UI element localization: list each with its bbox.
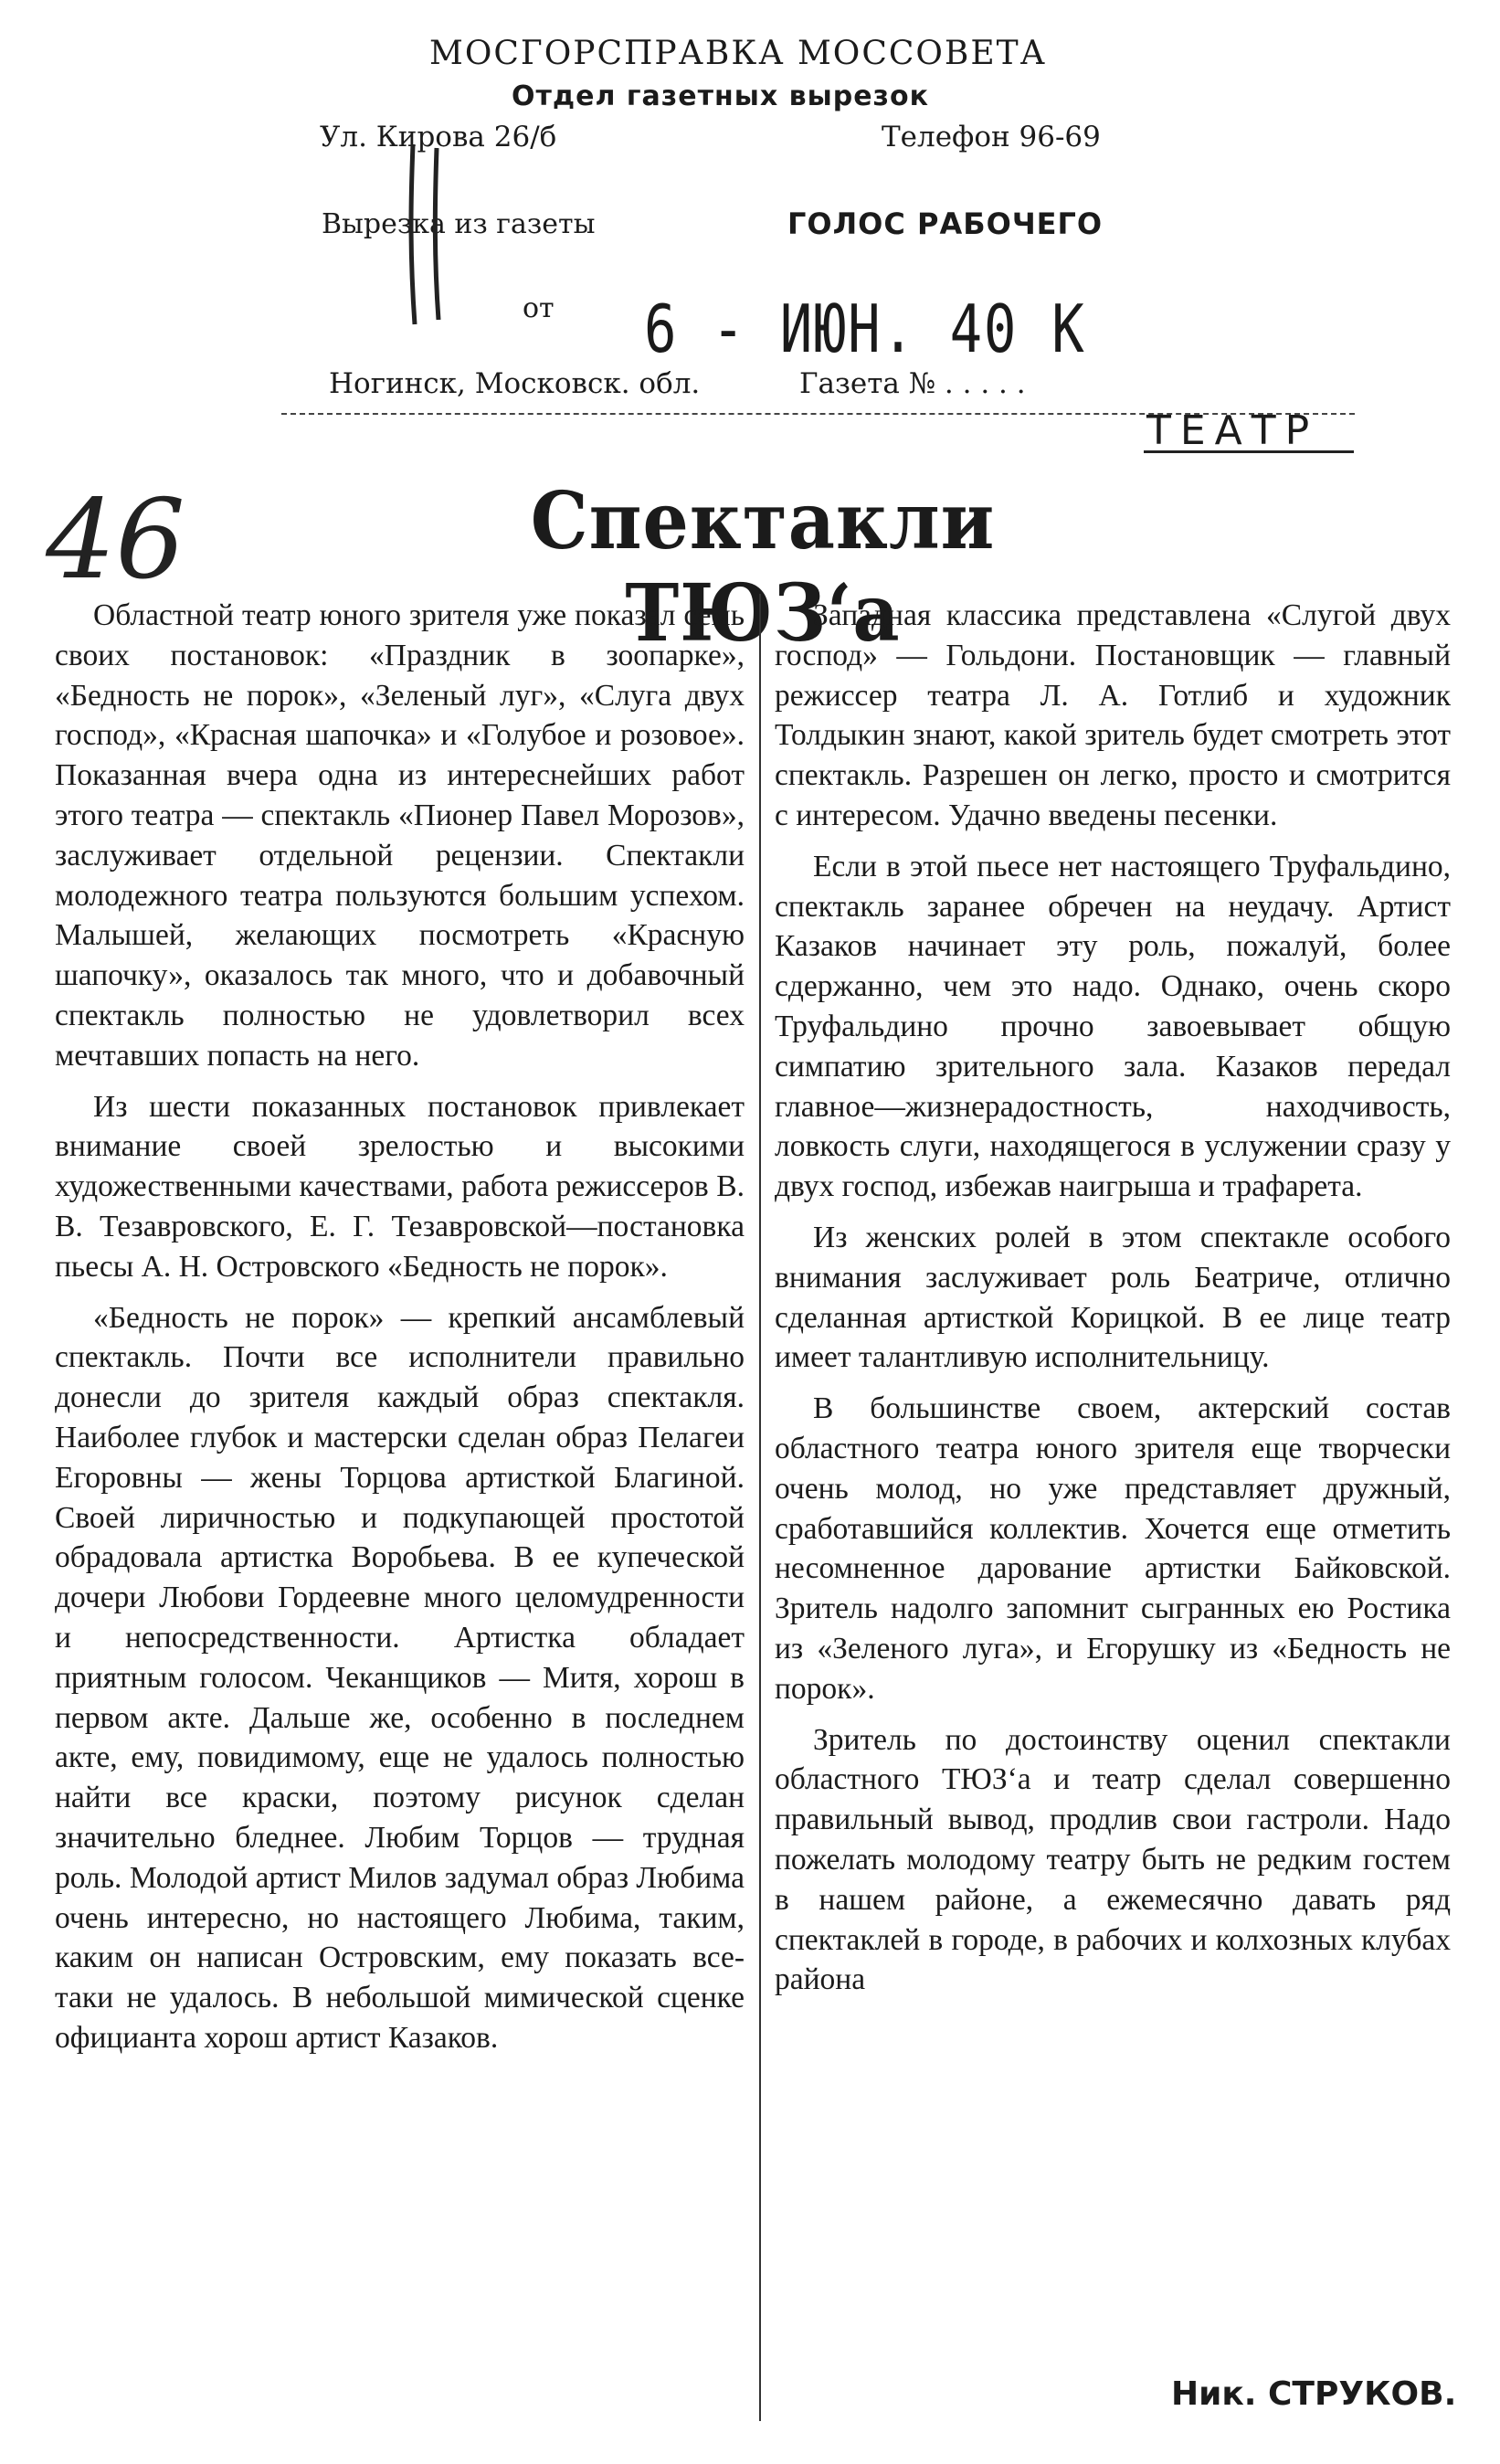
agency-name: МОСГОРСПРАВКА МОССОВЕТА — [429, 35, 1047, 72]
agency-address: Ул. Кирова 26/б — [320, 121, 557, 153]
right-paragraph-3: Из женских ролей в этом спектакле особого внимания заслуживает роль Беатриче, отлично сделанная артисткой Корицкой. В ее лице театр имеет талантливую исполнительницу. — [775, 1220, 1451, 1375]
pen-mark-icon — [384, 137, 466, 329]
left-paragraph-3: «Бедность не порок» — крепкий ансамблевый спектакль. Почти все исполнители правильно донесли до зрителя каждый образ спектакля. Наиболее глубок и мастерски сделан образ Пелагеи Егоровны — жены Торцова артисткой Благиной. Своей лиричностью и подкупающей простотой обрадовала артистка Воробьева. В ее купеческой дочери Любови Гордеевне много целомудренности и непосредственности. Артистка обладает приятным голосом. Чеканщиков — Митя, хорош в первом акте. Дальше же, особенно в последнем акте, ему, повидимому, еще не удалось полностью найти все краски, поэтому рисунок сделан значительно бледнее. Любим Торцов — трудная роль. Молодой артист Милов задумал образ Любима очень интересно, но настоящего Любима, таким, каким он написан Островским, ему показать все-таки не удалось. В небольшой мимической сценке официанта хорош артист Казаков. — [55, 1300, 745, 2055]
column-divider — [759, 594, 761, 2421]
date-stamp: 6 - ИЮН. 40 К — [644, 291, 1086, 367]
left-paragraph-2: Из шести показанных постановок привлекает внимание своей зрелостью и высокими художественными качествами, работа режиссеров В. В. Тезавровского, Е. Г. Тезавровской—постановка пьесы А. Н. Островского «Бедность не порок». — [55, 1089, 745, 1284]
section-heading: ТЕАТР — [1146, 407, 1319, 454]
article-author: Ник. СТРУКОВ. — [1171, 2375, 1457, 2413]
date-label: от — [523, 292, 555, 324]
left-paragraph-1: Областной театр юного зрителя уже показал семь своих постановок: «Праздник в зоопарке», «Бедность не порок», «Зеленый луг», «Слуга двух господ», «Красная шапочка» и «Голубое и розовое». Показанная вчера одна из интереснейших работ этого театра — спектакль «Пионер Павел Морозов», заслуживает отдельной рецензии. Спектакли молодежного театра пользуются большим успехом. Малышей, желающих посмотреть «Красную шапочку», оказалось так много, что и добавочный спектакль полностью не удовлетворил всех мечтавших попасть на него. — [55, 598, 745, 1073]
department-name: Отдел газетных вырезок — [512, 80, 929, 112]
handwritten-number-46 — [37, 475, 247, 612]
section-underline — [1144, 450, 1354, 453]
article-left-column — [55, 596, 745, 2069]
right-paragraph-2: Если в этой пьесе нет настоящего Труфальдино, спектакль заранее обречен на неудачу. Артист Казаков начинает эту роль, пожалуй, более сдержанно, чем это надо. Однако, очень скоро Труфальдино прочно завоевывает общую симпатию зрительного зала. Казаков передал главное—жизнерадостность, находчивость, ловкость слуги, находящегося в услужении сразу у двух господ, избежав наигрыша и трафарета. — [775, 849, 1451, 1204]
right-paragraph-1: Западная классика представлена «Слугой двух господ» — Гольдони. Постановщик — главный режиссер театра Л. А. Готлиб и художник Толдыкин знают, какой зритель будет смотреть этот спектакль. Разрешен он легко, просто и смотрится с интересом. Удачно введены песенки. — [775, 598, 1451, 832]
handwritten-note-text: 46 — [46, 477, 185, 604]
right-paragraph-5: Зритель по достоинству оценил спектакли областного ТЮЗ‘а и театр сделал совершенно правильный вывод, продлив свои гастроли. Надо пожелать молодому театру быть не редким гостем в нашем районе, а ежемесячно давать ряд спектаклей в городе, в рабочих и колхозных клубах района — [775, 1722, 1451, 1997]
article-right-column — [775, 596, 1451, 2011]
right-paragraph-4: В большинстве своем, актерский состав областного театра юного зрителя еще творчески очень молод, но уже представляет дружный, сработавшийся коллектив. Хочется еще отметить несомненное дарование артистки Байковской. Зритель надолго запомнит сыгранных ею Ростика из «Зеленого луга», и Егорушку из «Бедность не порок». — [775, 1391, 1451, 1706]
clipping-header — [0, 0, 1500, 420]
city-line: Ногинск, Московск. обл. — [329, 367, 701, 400]
gazette-number: Газета № . . . . . — [799, 367, 1026, 400]
clip-label: Вырезка из газеты — [322, 208, 596, 240]
agency-phone: Телефон 96-69 — [882, 121, 1101, 153]
newspaper-name: ГОЛОС РАБОЧЕГО — [787, 206, 1104, 241]
article-title: Спектакли ТЮЗ‘а — [530, 475, 996, 660]
